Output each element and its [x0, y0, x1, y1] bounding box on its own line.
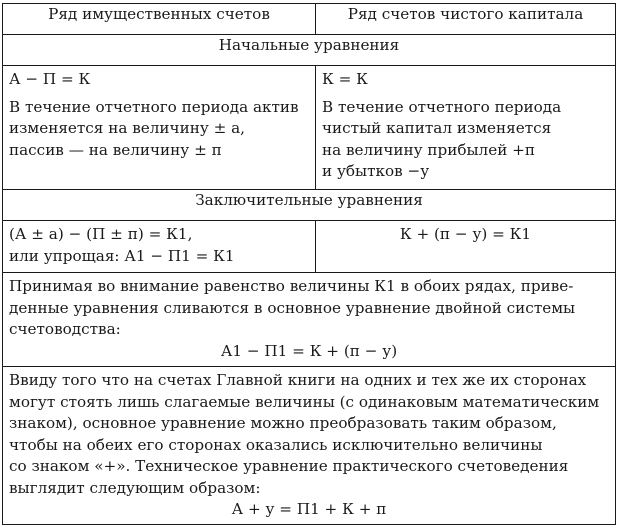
header-left: Ряд имущественных счетов — [3, 4, 316, 35]
final-left-cell — [3, 221, 316, 273]
initial-equations-row — [3, 66, 616, 190]
initial-left-equation: А − П = К — [9, 70, 91, 88]
initial-right-cell — [316, 66, 616, 190]
technical-equation: А + у = П1 + К + п — [231, 500, 387, 518]
technical-text-line: могут стоять лишь слагаемые величины (с одинаковым математическим — [9, 392, 600, 411]
technical-text-line: со знаком «+». Техническое уравнение практического счетоведения — [9, 457, 569, 475]
technical-text-line: Ввиду того что на счетах Главной книги на одних и тех же их сторонах — [9, 371, 587, 389]
initial-left-text-line: пассив — на величину ± п — [9, 140, 222, 159]
final-left-line: (А ± а) − (П ± п) = К1, — [9, 225, 193, 243]
initial-right-text-line: и убытков −у — [322, 162, 430, 180]
technical-cell — [3, 367, 616, 525]
header-row — [3, 4, 616, 35]
merge-text-line: Принимая во внимание равенство величины К1 в обоих рядах, приве- — [9, 277, 574, 295]
initial-right-equation: К = К — [322, 70, 368, 88]
merge-text-line: денные уравнения сливаются в основное уравнение двойной системы — [9, 298, 576, 317]
initial-left-text-line: изменяется на величину ± а, — [9, 119, 246, 137]
merge-row — [3, 273, 616, 367]
initial-right-text-line: В течение отчетного периода — [322, 97, 562, 116]
final-section-row — [3, 190, 616, 221]
merge-cell — [3, 273, 616, 367]
merge-equation: А1 − П1 = К + (п − у) — [220, 341, 398, 360]
header-right: Ряд счетов чистого капитала — [316, 4, 616, 35]
initial-section-row — [3, 35, 616, 66]
initial-section-title: Начальные уравнения — [3, 35, 616, 66]
final-left-line: или упрощая: А1 − П1 = К1 — [9, 246, 235, 265]
accounting-equations-table — [2, 3, 616, 525]
initial-left-cell — [3, 66, 316, 190]
final-right-cell — [316, 221, 616, 273]
initial-right-text-line: чистый капитал изменяется — [322, 119, 552, 137]
final-section-title: Заключительные уравнения — [3, 190, 616, 221]
final-right-equation: К + (п − у) = К1 — [399, 225, 532, 243]
technical-text-line: чтобы на обеих его сторонах оказались исключительно величины — [9, 435, 543, 454]
technical-text-line: выглядит следующим образом: — [9, 478, 261, 497]
initial-left-text-line: В течение отчетного периода актив — [9, 97, 299, 116]
final-equations-row — [3, 221, 616, 273]
technical-row — [3, 367, 616, 525]
initial-right-text-line: на величину прибылей +п — [322, 140, 535, 159]
technical-text-line: знаком), основное уравнение можно преобразовать таким образом, — [9, 414, 557, 432]
merge-text-line: счетоводства: — [9, 320, 121, 338]
